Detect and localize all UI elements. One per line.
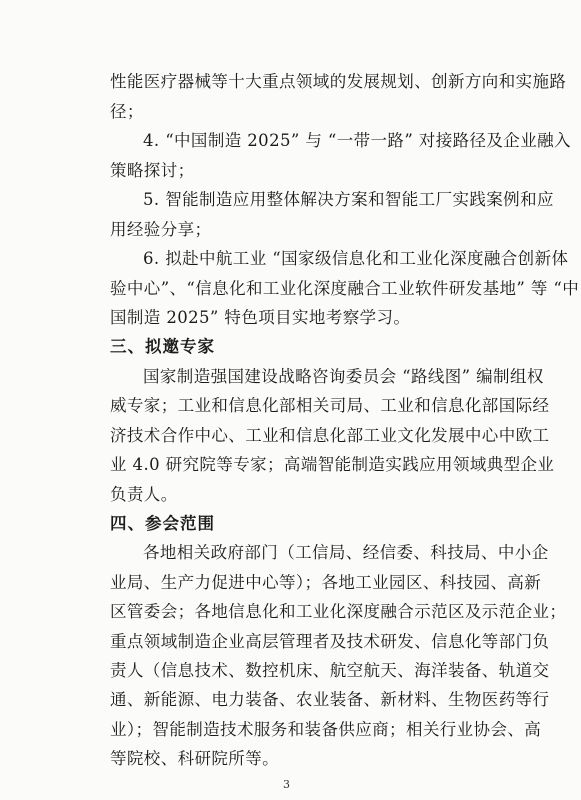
list-item-4-line-1: 4. “中国制造 2025” 与 “一带一路” 对接路径及企业融入 [143,131,571,150]
text-line-1: 性能医疗器械等十大重点领域的发展规划、创新方向和实施路 [110,72,567,91]
section-heading-attendees: 四、参会范围 [110,514,215,533]
list-item-6-line-2: 验中心”、“信息化和工业化深度融合工业软件研发基地” 等 “中 [110,279,580,298]
attendees-paragraph-line-6: 通、新能源、电力装备、农业装备、新材料、生物医药等行 [110,690,550,709]
experts-paragraph-line-1: 国家制造强国建设战略咨询委员会 “路线图” 编制组权 [143,367,544,386]
list-item-5-line-1: 5. 智能制造应用整体解决方案和智能工厂实践案例和应 [143,190,554,209]
list-item-6-line-3: 国制造 2025” 特色项目实地考察学习。 [110,308,411,327]
list-item-5-line-2: 用经验分享； [110,220,212,239]
experts-paragraph-line-5: 负责人。 [110,485,178,504]
attendees-paragraph-line-1: 各地相关政府部门（工信局、经信委、科技局、中小企 [143,543,549,562]
attendees-paragraph-line-3: 区管委会；各地信息化和工业化深度融合示范区及示范企业； [110,602,567,621]
list-item-6-line-1: 6. 拟赴中航工业 “国家级信息化和工业化深度融合创新体 [143,249,569,268]
page-number: 3 [283,778,290,791]
attendees-paragraph-line-4: 重点领域制造企业高层管理者及技术研发、信息化等部门负 [110,632,550,651]
experts-paragraph-line-4: 业 4.0 研究院等专家；高端智能制造实践应用领域典型企业 [110,455,555,474]
attendees-paragraph-line-8: 等院校、科研院所等。 [110,749,279,768]
attendees-paragraph-line-5: 责人（信息技术、数控机床、航空航天、海洋装备、轨道交 [110,661,550,680]
experts-paragraph-line-3: 济技术合作中心、工业和信息化部工业文化发展中心中欧工 [110,426,550,445]
text-line-2: 径； [110,102,144,121]
list-item-4-line-2: 策略探讨； [110,161,195,180]
section-heading-experts: 三、拟邀专家 [110,337,215,356]
experts-paragraph-line-2: 威专家；工业和信息化部相关司局、工业和信息化部国际经 [110,396,550,415]
attendees-paragraph-line-2: 业局、生产力促进中心等）；各地工业园区、科技园、高新 [110,573,542,592]
attendees-paragraph-line-7: 业）；智能制造技术服务和装备供应商；相关行业协会、高 [110,720,542,739]
